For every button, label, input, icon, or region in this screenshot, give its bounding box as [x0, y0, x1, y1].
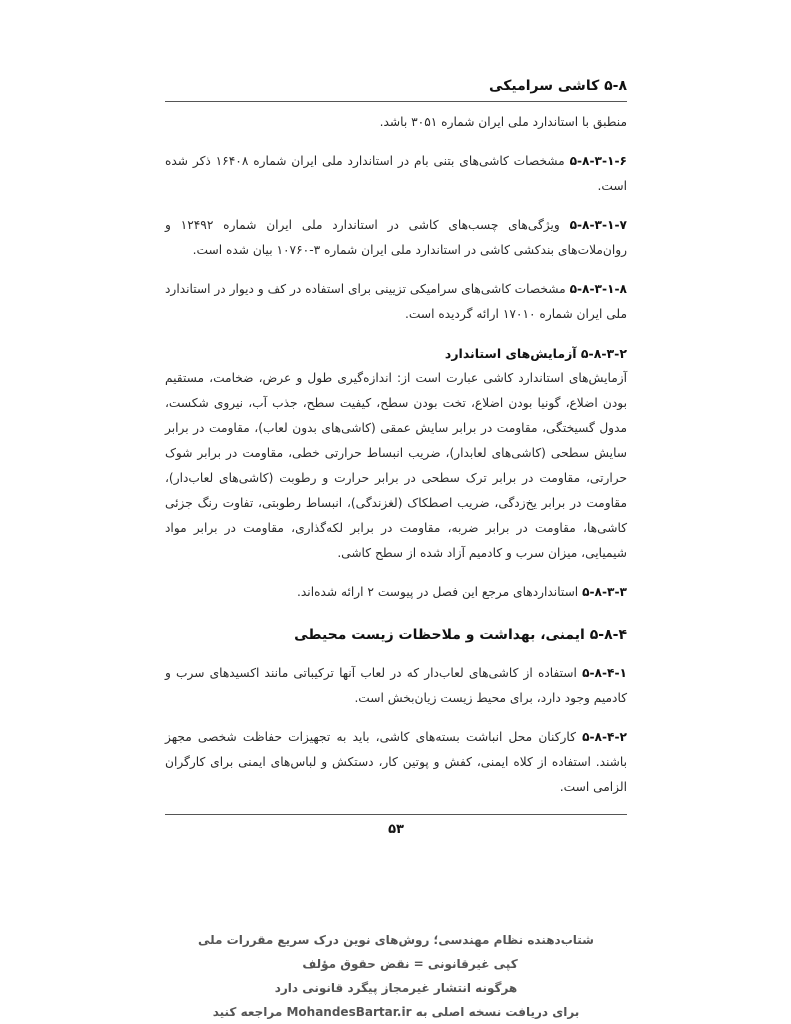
- watermark-text-before: برای دریافت نسخه اصلی به: [415, 1005, 580, 1019]
- subsection-text: آزمایش‌های استاندارد کاشی عبارت است از: اندازه‌گیری طول و عرض، ضخامت، مستقیم بودن اضلاع، گونیا بودن اضلاع، تخت بودن سطح، کیفیت سطح، جذب آب، نیروی شکست، مدول گسیختگی، مقاومت در برابر سایش عمقی (کاشی‌های بدون لعاب)، مقاومت در برابر سایش سطحی (کاشی‌های لعابدار)، ضریب انبساط حرارتی خطی، مقاومت در برابر شوک حرارتی، مقاومت در برابر ترک سطحی در برابر حرارت و رطوبت (کاشی‌های لعاب‌دار)، مقاومت در برابر یخ‌زدگی، ضریب اصطکاک (لغزندگی)، انبساط رطوبتی، تفاوت رنگ جزئی کاشی‌ها، مقاومت در برابر ضربه، مقاومت در برابر لکه‌گذاری، مقاومت در برابر مواد شیمیایی، میزان سرب و کادمیم آزاد شده از سطح کاشی.: [165, 371, 627, 560]
- subsection-heading: ۵-۸-۳-۲ آزمایش‌های استاندارد: [444, 346, 627, 361]
- clause-text: کارکنان محل انباشت بسته‌های کاشی، باید به تجهیزات حفاظت شخصی مجهز باشند. استفاده از کلاه ایمنی، کفش و پوتین کار، دستکش و لباس‌های ایمنی برای کارگران الزامی است.: [165, 730, 627, 794]
- watermark-line-1: شتاب‌دهنده نظام مهندسی؛ روش‌های نوین درک سریع مقررات ملی: [198, 933, 594, 947]
- section-5-8-3-2: [165, 341, 627, 566]
- watermark-line-3: [165, 1000, 627, 1024]
- clause-text: مشخصات کاشی‌های بتنی بام در استاندارد ملی ایران شماره ۱۶۴۰۸ ذکر شده است.: [165, 154, 627, 193]
- paragraph-continuation: منطبق با استاندارد ملی ایران شماره ۳۰۵۱ باشد.: [379, 115, 627, 129]
- paragraph-5-8-4-1: [165, 661, 627, 711]
- page-number: ۵۳: [388, 822, 404, 837]
- running-head: ۵-۸ کاشی سرامیکی: [165, 76, 627, 102]
- clause-number: ۵-۸-۴-۱: [582, 666, 627, 680]
- clause-number: ۵-۸-۳-۱-۸: [569, 282, 627, 296]
- watermark-website-link[interactable]: MohandesBartar.ir: [286, 1005, 412, 1019]
- watermark-text-after: مراجعه کنید: [212, 1005, 283, 1019]
- footer-rule: [165, 814, 627, 815]
- watermark-legal-notice: هرگونه انتشار غیرمجاز پیگرد قانونی دارد: [274, 981, 518, 995]
- watermark: [165, 928, 627, 1024]
- page-footer: [165, 814, 627, 839]
- section-heading-5-8-4: ۵-۸-۴ ایمنی، بهداشت و ملاحظات زیست محیطی: [294, 627, 627, 643]
- clause-number: ۵-۸-۳-۱-۷: [569, 218, 627, 232]
- clause-number: ۵-۸-۳-۱-۶: [569, 154, 627, 168]
- paragraph-5-8-3-1-8: [165, 277, 627, 327]
- paragraph-5-8-3-1-7: [165, 213, 627, 263]
- clause-text: استفاده از کاشی‌های لعاب‌دار که در لعاب آنها ترکیباتی مانند اکسیدهای سرب و کادمیم وجود دارد، برای محیط زیست زیان‌بخش است.: [165, 666, 627, 705]
- paragraph-5-8-3-3: [165, 580, 627, 605]
- paragraph-5-8-3-1-6: [165, 149, 627, 199]
- watermark-line-2: [165, 952, 627, 1000]
- clause-number: ۵-۸-۴-۲: [582, 730, 627, 744]
- document-page: [165, 76, 627, 800]
- paragraph-5-8-4-2: [165, 725, 627, 800]
- clause-number: ۵-۸-۳-۳: [582, 585, 627, 599]
- watermark-copyright: کپی غیرقانونی = نقض حقوق مؤلف: [302, 957, 518, 971]
- clause-text: ویژگی‌های چسب‌های کاشی در استاندارد ملی ایران شماره ۱۲۴۹۲ و روان‌ملات‌های بندکشی کاشی در استاندارد ملی ایران شماره ۳-۱۰۷۶۰ بیان شده است.: [165, 218, 627, 257]
- clause-text: مشخصات کاشی‌های سرامیکی تزیینی برای استفاده در کف و دیوار در استاندارد ملی ایران شماره ۱۷۰۱۰ ارائه گردیده است.: [165, 282, 627, 321]
- clause-text: استانداردهای مرجع این فصل در پیوست ۲ ارائه شده‌اند.: [297, 585, 583, 599]
